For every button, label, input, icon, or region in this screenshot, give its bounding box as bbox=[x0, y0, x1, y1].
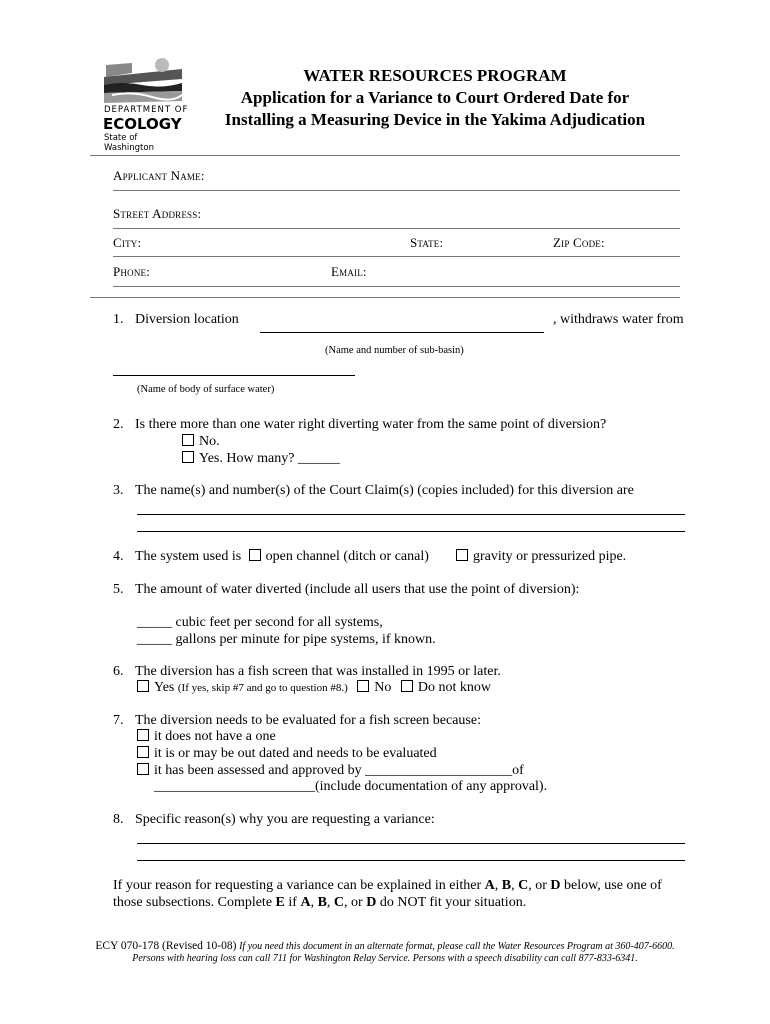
form-title-line1: Application for a Variance to Court Ordered Date for bbox=[240, 88, 630, 107]
question-4-text: The system used is bbox=[135, 549, 242, 564]
q7-option-3-label: it has been assessed and approved by _____________________of bbox=[154, 763, 524, 778]
question-5-text: The amount of water diverted (include all users that use the point of diversion): bbox=[135, 582, 580, 597]
q7-option-1[interactable] bbox=[137, 729, 276, 745]
q4-pipe-checkbox[interactable] bbox=[456, 549, 468, 561]
question-3 bbox=[113, 483, 634, 499]
footer-line-1 bbox=[60, 940, 710, 952]
q2-no-label: No. bbox=[199, 434, 220, 449]
question-6 bbox=[113, 664, 501, 680]
closing-letter-c: C bbox=[518, 878, 529, 893]
question-4 bbox=[113, 549, 429, 565]
q6-no-checkbox[interactable] bbox=[357, 680, 369, 692]
q7-option-2-label: it is or may be out dated and needs to be evaluated bbox=[154, 746, 437, 761]
closing-text-2b: if bbox=[284, 895, 301, 910]
q7-option-3[interactable] bbox=[137, 763, 524, 779]
q7-option-2-checkbox[interactable] bbox=[137, 746, 149, 758]
q6-yes-note: (If yes, skip #7 and go to question #8.) bbox=[177, 682, 348, 694]
q4-open-channel-label: open channel (ditch or canal) bbox=[265, 549, 429, 564]
question-6-number: 6. bbox=[113, 664, 124, 679]
question-8-number: 8. bbox=[113, 812, 124, 827]
q6-options bbox=[137, 680, 491, 696]
phone-email-field[interactable] bbox=[113, 286, 680, 287]
city-label: City: bbox=[113, 235, 142, 250]
question-8-text: Specific reason(s) why you are requesting a variance: bbox=[135, 812, 435, 827]
form-title-line2: Installing a Measuring Device in the Yakima Adjudication bbox=[224, 110, 646, 129]
q6-no-label: No bbox=[374, 680, 392, 695]
relay-service-note: Persons with hearing loss can call 711 for Washington Relay Service. Persons with a speech disability can call 877-833-6341. bbox=[132, 953, 638, 964]
q5-gpm-line[interactable]: _____ gallons per minute for pipe systems, if known. bbox=[137, 632, 436, 647]
closing-letter-b-2: B bbox=[317, 895, 327, 910]
closing-letter-d-2: D bbox=[366, 895, 377, 910]
closing-letter-c-2: C bbox=[333, 895, 345, 910]
q6-yes-label: Yes bbox=[154, 680, 175, 695]
applicant-name-field[interactable] bbox=[113, 190, 680, 191]
q2-yes-checkbox[interactable] bbox=[182, 451, 194, 463]
subbasin-caption: (Name and number of sub-basin) bbox=[325, 345, 464, 356]
state-label: State: bbox=[410, 235, 444, 250]
closing-letter-b: B bbox=[501, 878, 512, 893]
question-3-number: 3. bbox=[113, 483, 124, 498]
ecology-logo bbox=[100, 55, 190, 153]
court-claims-field-1[interactable] bbox=[137, 514, 685, 515]
q7-option-1-label: it does not have a one bbox=[154, 729, 276, 744]
closing-text-1a: If your reason for requesting a variance can be explained in either bbox=[113, 878, 485, 893]
q6-dont-know-label: Do not know bbox=[417, 680, 491, 695]
question-7-text: The diversion needs to be evaluated for a fish screen because: bbox=[135, 713, 481, 728]
question-5-number: 5. bbox=[113, 582, 124, 597]
question-3-text: The name(s) and number(s) of the Court Claim(s) (copies included) for this diversion are bbox=[135, 483, 634, 498]
question-6-text: The diversion has a fish screen that was installed in 1995 or later. bbox=[135, 664, 501, 679]
q7-option-1-checkbox[interactable] bbox=[137, 729, 149, 741]
question-4-number: 4. bbox=[113, 549, 124, 564]
header-divider bbox=[90, 155, 680, 156]
subbasin-field[interactable] bbox=[260, 332, 544, 333]
applicant-name-label: Applicant Name: bbox=[113, 168, 205, 183]
question-5 bbox=[113, 582, 579, 598]
surface-water-caption: (Name of body of surface water) bbox=[137, 384, 275, 395]
q5-cfs-line[interactable]: _____ cubic feet per second for all systems, bbox=[137, 615, 383, 630]
closing-text-1b: below, use one of bbox=[560, 878, 662, 893]
q2-yes-option[interactable] bbox=[182, 451, 340, 467]
closing-text-2c: do NOT fit your situation. bbox=[376, 895, 527, 910]
q2-no-checkbox[interactable] bbox=[182, 434, 194, 446]
q4-pipe-label: gravity or pressurized pipe. bbox=[473, 549, 627, 564]
footer-line-2 bbox=[60, 953, 710, 964]
q4-open-channel-checkbox[interactable] bbox=[249, 549, 261, 561]
logo-state: State of Washington bbox=[104, 133, 154, 153]
q6-dont-know-checkbox[interactable] bbox=[401, 680, 413, 692]
logo-department: DEPARTMENT OF bbox=[104, 105, 189, 115]
logo-ecology: ECOLOGY bbox=[103, 115, 182, 133]
question-8 bbox=[113, 812, 435, 828]
program-title: WATER RESOURCES PROGRAM bbox=[303, 66, 567, 85]
question-2-number: 2. bbox=[113, 417, 124, 432]
zip-code-label: Zip Code: bbox=[553, 235, 605, 250]
question-2-text: Is there more than one water right diverting water from the same point of diversion? bbox=[135, 417, 607, 432]
question-2 bbox=[113, 417, 606, 433]
closing-paragraph-line-2: those subsections. Complete E if A, B, C, or D do NOT fit your situation. bbox=[113, 895, 527, 910]
accessibility-note: If you need this document in an alternate format, please call the Water Resources Program at 360-407-6600. bbox=[239, 941, 675, 952]
street-address-field[interactable] bbox=[113, 228, 680, 229]
question-1-number: 1. bbox=[113, 312, 124, 327]
q2-no-option[interactable] bbox=[182, 434, 220, 450]
city-state-zip-field[interactable] bbox=[113, 256, 680, 257]
form-id: ECY 070-178 (Revised 10-08) bbox=[95, 940, 237, 952]
email-label: Email: bbox=[331, 264, 367, 279]
closing-letter-e: E bbox=[275, 895, 285, 910]
q7-option-3-checkbox[interactable] bbox=[137, 763, 149, 775]
section-divider bbox=[90, 297, 680, 298]
question-1-text: Diversion location bbox=[135, 312, 239, 327]
closing-text-2a: those subsections. Complete bbox=[113, 895, 276, 910]
closing-letter-d: D bbox=[550, 878, 561, 893]
reasons-field-2[interactable] bbox=[137, 860, 685, 861]
question-1-suffix: , withdraws water from bbox=[553, 312, 684, 327]
q2-yes-label: Yes. How many? ______ bbox=[199, 451, 340, 466]
phone-label: Phone: bbox=[113, 264, 151, 279]
street-address-label: Street Address: bbox=[113, 206, 202, 221]
question-1 bbox=[113, 312, 239, 328]
court-claims-field-2[interactable] bbox=[137, 531, 685, 532]
q7-option-3-continued[interactable]: _______________________(include documentation of any approval). bbox=[154, 779, 548, 794]
q7-option-2[interactable] bbox=[137, 746, 437, 762]
closing-letter-a: A bbox=[484, 878, 495, 893]
reasons-field-1[interactable] bbox=[137, 843, 685, 844]
closing-letter-a-2: A bbox=[300, 895, 311, 910]
closing-paragraph-line-1: If your reason for requesting a variance can be explained in either A, B, C, or D below, use one of bbox=[113, 878, 662, 893]
question-7 bbox=[113, 713, 481, 729]
q4-pipe-option[interactable] bbox=[456, 549, 626, 565]
surface-water-field[interactable] bbox=[113, 375, 355, 376]
ecology-landscape-icon bbox=[102, 55, 184, 105]
question-7-number: 7. bbox=[113, 713, 124, 728]
q6-yes-checkbox[interactable] bbox=[137, 680, 149, 692]
